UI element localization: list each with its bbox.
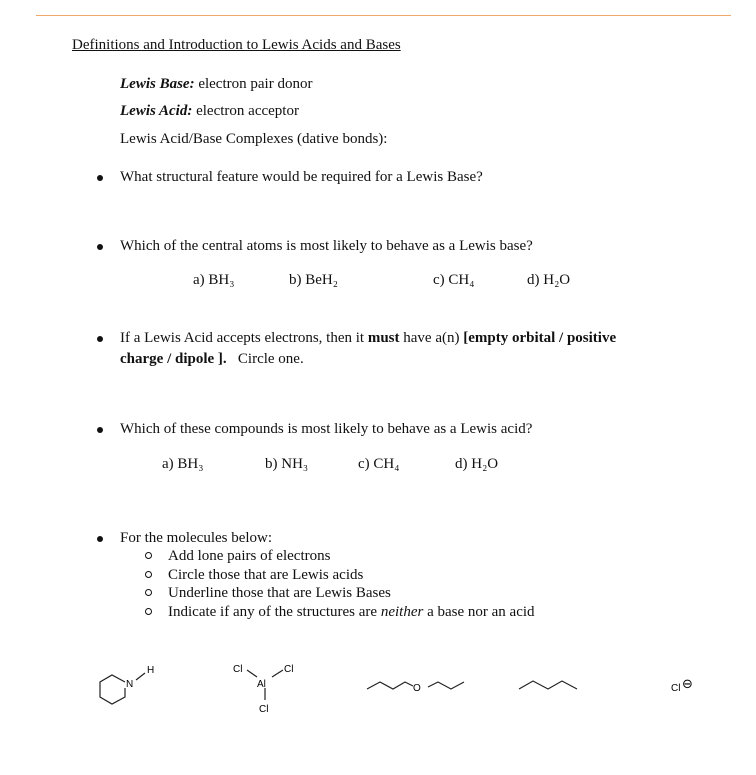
question-3-line-2 bbox=[120, 351, 304, 368]
question-1: What structural feature would be required for a Lewis Base? bbox=[120, 169, 483, 185]
chloride-ion: Cl bbox=[671, 683, 681, 694]
q2-option-a: a) BH₃ bbox=[193, 272, 235, 288]
ether-oxygen: O bbox=[413, 683, 421, 694]
bullet-dot bbox=[97, 336, 103, 342]
lewis-acid-term: Lewis Acid: bbox=[120, 103, 193, 119]
page-title: Definitions and Introduction to Lewis Acids and Bases bbox=[72, 37, 401, 53]
bullet-dot bbox=[97, 427, 103, 433]
lewis-base-def: electron pair donor bbox=[198, 76, 313, 92]
q2-option-b: b) BeH₂ bbox=[289, 272, 338, 288]
complex-definition: Lewis Acid/Base Complexes (dative bonds): bbox=[120, 131, 388, 147]
q5-sub-4-em: neither bbox=[380, 604, 424, 620]
sub-bullet bbox=[145, 608, 152, 615]
lewis-acid-def: electron acceptor bbox=[196, 103, 299, 119]
q4-option-a: a) BH₃ bbox=[162, 456, 204, 472]
alcl3-aluminum: Al bbox=[257, 679, 266, 690]
q4-option-c: c) CH₄ bbox=[358, 456, 400, 472]
question-3-line-1 bbox=[120, 330, 616, 347]
q4-option-d: d) H₂O bbox=[455, 456, 499, 472]
question-5: For the molecules below: bbox=[120, 530, 273, 546]
piperidine-nitrogen: N bbox=[126, 679, 134, 690]
alcl3-chlorine-right: Cl bbox=[284, 664, 294, 675]
bullet-dot bbox=[97, 244, 103, 250]
q5-sub-4-post: a base nor an acid bbox=[423, 604, 535, 620]
lewis-base-definition bbox=[120, 76, 312, 93]
molecule-structures bbox=[0, 640, 756, 730]
q5-sub-4 bbox=[168, 604, 535, 621]
lewis-base-term: Lewis Base: bbox=[120, 76, 195, 92]
q5-sub-3: Underline those that are Lewis Bases bbox=[168, 585, 391, 601]
piperidine-molecule bbox=[100, 673, 145, 704]
q3-must: must bbox=[367, 330, 400, 346]
q4-option-b: b) NH₃ bbox=[265, 456, 309, 472]
piperidine-hydrogen: H bbox=[147, 665, 155, 676]
q3-pre: If a Lewis Acid accepts electrons, then it bbox=[120, 330, 368, 346]
sub-bullet bbox=[145, 571, 152, 578]
q2-option-d: d) H₂O bbox=[527, 272, 571, 288]
q2-option-c: c) CH₄ bbox=[433, 272, 475, 288]
sub-bullet bbox=[145, 552, 152, 559]
q3-mid: have a(n) bbox=[399, 330, 464, 346]
q3-choices-1: [empty orbital / positive bbox=[463, 330, 617, 346]
header-rule bbox=[36, 15, 731, 16]
question-4: Which of these compounds is most likely to behave as a Lewis acid? bbox=[120, 421, 533, 437]
q5-sub-2: Circle those that are Lewis acids bbox=[168, 567, 364, 583]
lewis-acid-definition bbox=[120, 103, 299, 120]
q5-sub-4-pre: Indicate if any of the structures are bbox=[168, 604, 381, 620]
sub-bullet bbox=[145, 589, 152, 596]
alkane-molecule bbox=[519, 681, 577, 689]
q3-choices-2: charge / dipole ]. bbox=[120, 351, 227, 367]
q3-post: Circle one. bbox=[237, 351, 304, 367]
alcl3-chlorine-bottom: Cl bbox=[259, 704, 269, 715]
negative-charge-icon: ⊖ bbox=[682, 676, 693, 691]
bullet-dot bbox=[97, 536, 103, 542]
q5-sub-1: Add lone pairs of electrons bbox=[168, 548, 331, 564]
bullet-dot bbox=[97, 175, 103, 181]
question-2: Which of the central atoms is most likely to behave as a Lewis base? bbox=[120, 238, 533, 254]
alcl3-chlorine-left: Cl bbox=[233, 664, 243, 675]
